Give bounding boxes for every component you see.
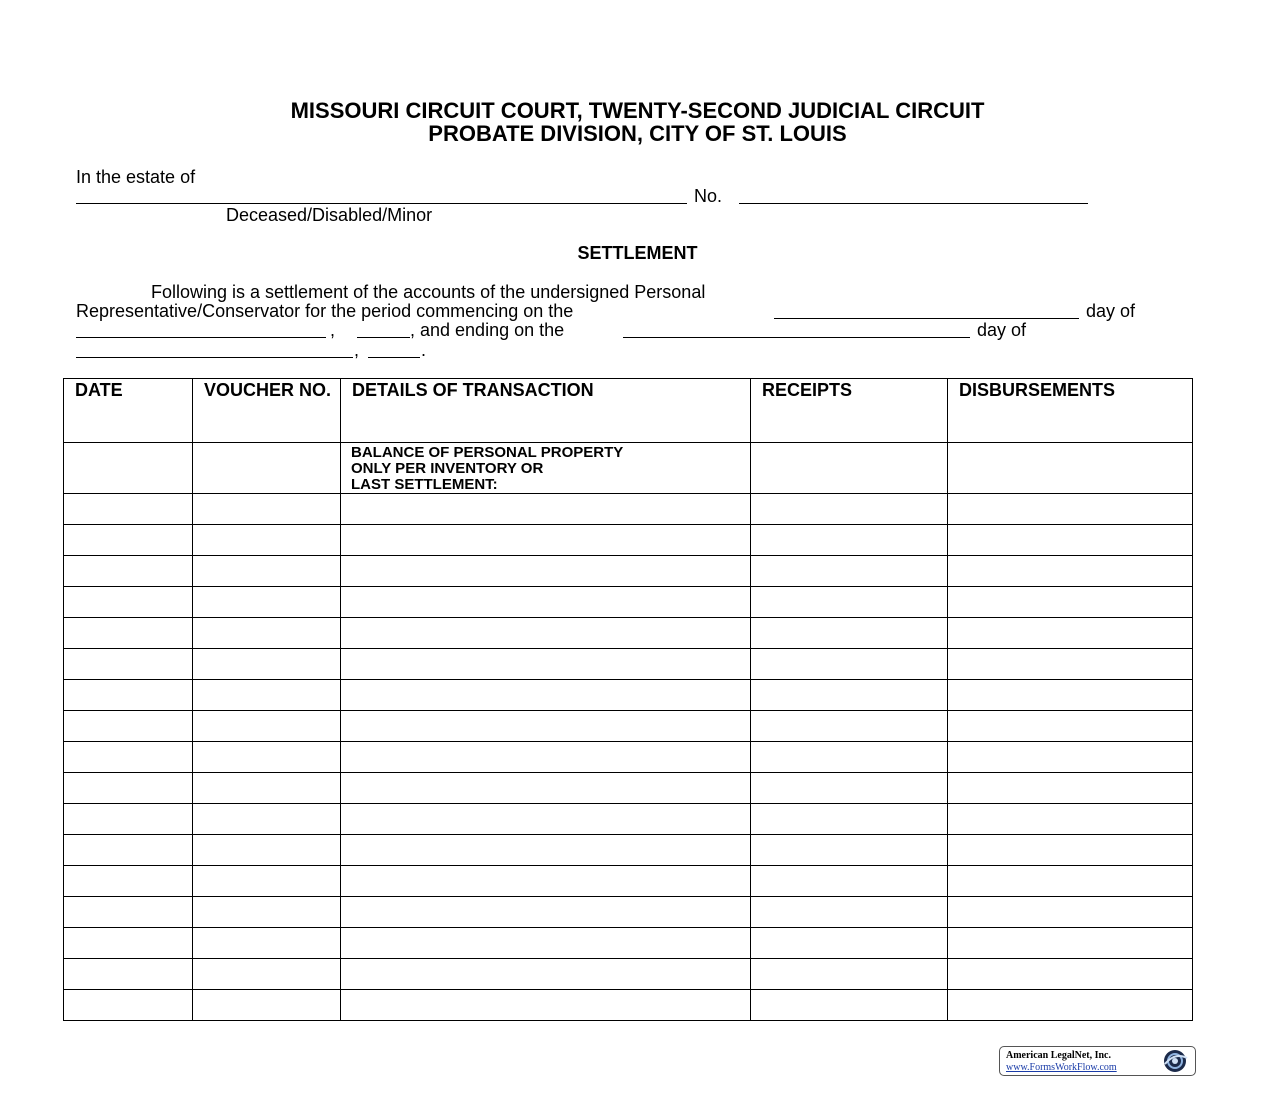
table-cell[interactable]	[948, 742, 1193, 773]
balance-description-cell	[341, 443, 751, 494]
table-cell[interactable]	[64, 525, 193, 556]
start-day-blank[interactable]	[774, 318, 1079, 319]
table-cell[interactable]	[341, 990, 751, 1021]
globe-icon	[1157, 1048, 1193, 1074]
court-title-line-1: MISSOURI CIRCUIT COURT, TWENTY-SECOND JUDICIAL CIRCUIT	[290, 98, 985, 123]
table-cell[interactable]	[751, 990, 948, 1021]
table-cell[interactable]	[341, 742, 751, 773]
ledger-entry-rows	[64, 494, 1193, 1021]
comma-1: ,	[330, 320, 336, 340]
table-row	[64, 773, 1193, 804]
table-cell[interactable]	[751, 618, 948, 649]
header-disbursements: DISBURSEMENTS	[948, 379, 1193, 443]
table-cell[interactable]	[64, 773, 193, 804]
table-cell[interactable]	[64, 443, 193, 494]
table-cell[interactable]	[751, 742, 948, 773]
table-row	[64, 618, 1193, 649]
table-cell[interactable]	[193, 773, 341, 804]
table-row	[64, 680, 1193, 711]
table-row	[64, 556, 1193, 587]
end-year-blank[interactable]	[368, 357, 420, 358]
table-cell[interactable]	[751, 773, 948, 804]
table-cell[interactable]	[193, 959, 341, 990]
start-year-blank[interactable]	[357, 337, 410, 338]
balance-row	[64, 443, 1193, 494]
table-cell[interactable]	[341, 680, 751, 711]
table-row	[64, 525, 1193, 556]
table-cell[interactable]	[64, 804, 193, 835]
table-row	[64, 959, 1193, 990]
table-cell[interactable]	[64, 835, 193, 866]
period-mark: .	[421, 340, 427, 360]
table-row	[64, 835, 1193, 866]
table-cell[interactable]	[948, 443, 1193, 494]
and-ending-label: , and ending on the	[410, 320, 565, 340]
table-cell[interactable]	[341, 835, 751, 866]
table-cell[interactable]	[193, 680, 341, 711]
table-cell[interactable]	[948, 928, 1193, 959]
table-cell[interactable]	[64, 649, 193, 680]
table-row	[64, 494, 1193, 525]
table-cell[interactable]	[751, 711, 948, 742]
table-cell[interactable]	[193, 990, 341, 1021]
table-cell[interactable]	[948, 680, 1193, 711]
header-receipts: RECEIPTS	[751, 379, 948, 443]
court-title-line-2: PROBATE DIVISION, CITY OF ST. LOUIS	[428, 121, 847, 146]
table-cell[interactable]	[751, 587, 948, 618]
table-cell[interactable]	[341, 866, 751, 897]
paragraph-line-1: Following is a settlement of the accounts of the undersigned Personal	[151, 282, 706, 302]
table-row	[64, 742, 1193, 773]
table-cell[interactable]	[751, 804, 948, 835]
table-row	[64, 928, 1193, 959]
american-legalnet-logo	[999, 1046, 1196, 1076]
table-cell[interactable]	[193, 618, 341, 649]
day-of-label-1: day of	[1086, 301, 1136, 321]
table-cell[interactable]	[64, 494, 193, 525]
table-row	[64, 649, 1193, 680]
table-cell[interactable]	[341, 556, 751, 587]
table-cell[interactable]	[341, 928, 751, 959]
table-cell[interactable]	[948, 804, 1193, 835]
end-month-blank[interactable]	[76, 357, 353, 358]
table-cell[interactable]	[193, 711, 341, 742]
table-cell[interactable]	[193, 835, 341, 866]
table-cell[interactable]	[64, 680, 193, 711]
table-cell[interactable]	[751, 928, 948, 959]
table-cell[interactable]	[193, 742, 341, 773]
table-cell[interactable]	[948, 587, 1193, 618]
table-cell[interactable]	[64, 928, 193, 959]
table-cell[interactable]	[948, 835, 1193, 866]
table-row	[64, 897, 1193, 928]
table-cell[interactable]	[64, 618, 193, 649]
table-cell[interactable]	[948, 897, 1193, 928]
end-day-blank[interactable]	[623, 337, 970, 338]
logo-url-link[interactable]: www.FormsWorkFlow.com	[1006, 1062, 1117, 1073]
table-cell[interactable]	[948, 773, 1193, 804]
table-cell[interactable]	[341, 773, 751, 804]
table-cell[interactable]	[948, 525, 1193, 556]
table-cell[interactable]	[948, 494, 1193, 525]
table-row	[64, 866, 1193, 897]
party-type-label: Deceased/Disabled/Minor	[226, 205, 433, 225]
case-number-blank[interactable]	[739, 203, 1088, 204]
header-details: DETAILS OF TRANSACTION	[341, 379, 751, 443]
logo-company-name: American LegalNet, Inc.	[1006, 1050, 1111, 1061]
table-cell[interactable]	[948, 959, 1193, 990]
balance-description: BALANCE OF PERSONAL PROPERTY ONLY PER INVENTORY OR LAST SETTLEMENT:	[351, 444, 624, 493]
table-cell[interactable]	[341, 525, 751, 556]
table-cell[interactable]	[193, 866, 341, 897]
table-row	[64, 990, 1193, 1021]
table-row	[64, 711, 1193, 742]
table-cell[interactable]	[341, 804, 751, 835]
table-cell[interactable]	[193, 494, 341, 525]
table-cell[interactable]	[64, 959, 193, 990]
table-cell[interactable]	[948, 618, 1193, 649]
table-row	[64, 804, 1193, 835]
table-cell[interactable]	[948, 711, 1193, 742]
header-date: DATE	[64, 379, 193, 443]
table-cell[interactable]	[64, 897, 193, 928]
table-cell[interactable]	[193, 556, 341, 587]
table-cell[interactable]	[948, 990, 1193, 1021]
table-row	[64, 587, 1193, 618]
table-cell[interactable]	[341, 649, 751, 680]
table-cell[interactable]	[64, 742, 193, 773]
table-cell[interactable]	[64, 587, 193, 618]
estate-label: In the estate of	[76, 167, 196, 187]
table-cell[interactable]	[751, 680, 948, 711]
settlement-title: SETTLEMENT	[577, 243, 698, 263]
table-cell[interactable]	[341, 711, 751, 742]
table-cell[interactable]	[751, 897, 948, 928]
table-cell[interactable]	[193, 928, 341, 959]
start-month-blank[interactable]	[76, 337, 326, 338]
table-cell[interactable]	[193, 587, 341, 618]
table-header-row	[64, 379, 1193, 443]
table-cell[interactable]	[193, 897, 341, 928]
paragraph-line-2: Representative/Conservator for the period commencing on the	[76, 301, 574, 321]
header-voucher-no: VOUCHER NO.	[193, 379, 341, 443]
table-cell[interactable]	[948, 556, 1193, 587]
comma-2: ,	[354, 340, 360, 360]
table-cell[interactable]	[751, 443, 948, 494]
table-cell[interactable]	[64, 866, 193, 897]
table-cell[interactable]	[751, 494, 948, 525]
table-cell[interactable]	[751, 959, 948, 990]
table-cell[interactable]	[193, 443, 341, 494]
table-cell[interactable]	[341, 959, 751, 990]
table-cell[interactable]	[193, 525, 341, 556]
table-cell[interactable]	[948, 649, 1193, 680]
settlement-ledger-table	[63, 378, 1193, 1021]
table-cell[interactable]	[64, 711, 193, 742]
estate-name-blank[interactable]	[76, 203, 687, 204]
table-cell[interactable]	[751, 866, 948, 897]
table-cell[interactable]	[751, 649, 948, 680]
table-cell[interactable]	[341, 618, 751, 649]
case-number-label: No.	[694, 186, 723, 206]
table-cell[interactable]	[341, 494, 751, 525]
table-cell[interactable]	[341, 897, 751, 928]
table-cell[interactable]	[751, 525, 948, 556]
table-cell[interactable]	[341, 587, 751, 618]
table-cell[interactable]	[193, 804, 341, 835]
day-of-label-2: day of	[977, 320, 1027, 340]
table-cell[interactable]	[193, 649, 341, 680]
table-cell[interactable]	[64, 990, 193, 1021]
table-cell[interactable]	[751, 556, 948, 587]
table-cell[interactable]	[751, 835, 948, 866]
table-cell[interactable]	[948, 866, 1193, 897]
table-cell[interactable]	[64, 556, 193, 587]
